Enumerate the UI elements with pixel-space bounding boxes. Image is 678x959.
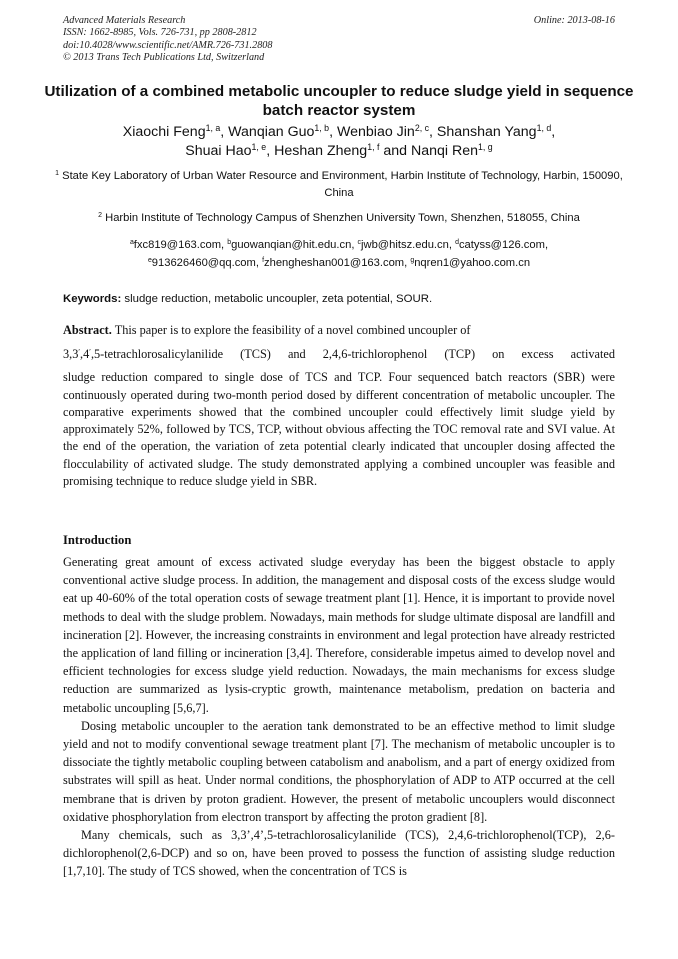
copyright-line: © 2013 Trans Tech Publications Ltd, Switzerland [63, 52, 265, 64]
email-address: catyss@126.com [458, 239, 545, 251]
email-sup: b [227, 239, 232, 247]
email-address: nqren1@yahoo.com.cn [414, 257, 531, 269]
email-address: zhengheshan001@163.com [264, 257, 405, 269]
intro-paragraph: Many chemicals, such as 3,3’,4’,5-tetrachlorosalicylanilide (TCS), 2,4,6-trichlorophenol(TCP), 2,6-dichlorophenol(2,6-DCP) and so on, have been proved to possess the function of assisting sludge reduction [1,7,10]. The study of TCS showed, when the concentration of TCS is [63, 828, 615, 879]
email-sep: , [221, 239, 228, 251]
author-name: Shanshan Yang [436, 124, 537, 140]
affiliation-1 [50, 168, 628, 202]
online-date: Online: 2013-08-16 [533, 15, 615, 26]
author-sup: 1, b [314, 123, 330, 134]
email-sep: , [448, 239, 456, 251]
prime-mark: ′ [89, 347, 91, 357]
abstract-label: Abstract. [63, 323, 112, 337]
abstract-line1: This paper is to explore the feasibility of a novel combined uncoupler of [114, 323, 471, 337]
prime-mark: ′ [78, 347, 81, 357]
journal-header [63, 15, 615, 65]
abstract-rest: sludge reduction compared to single dose of TCS and TCP. Four sequenced batch reactors (SBR) were continuously operated during two-month period dosed by different concentration of metabolic uncoupler. The comparative experiments showed that the combined uncoupler could effectively limit sludge yield by approximately 52%, followed by TCS, TCP, without obvious affecting the TOC removal rate and SVI value. At the end of the operation, the variation of zeta potential clearly indicated that uncoupler dosing affected the flocculability of activated sludge. The study demonstrated applying a combined uncoupler was feasible and promising technique to reduce sludge yield in SBR. [63, 370, 615, 489]
email-address: fxc819@163.com [133, 239, 222, 251]
chem-part: ,4 [80, 347, 90, 362]
header-left [63, 15, 615, 65]
email-list [40, 236, 638, 272]
journal-name: Advanced Materials Research [63, 15, 186, 26]
email-sup: d [455, 239, 459, 247]
email-address: 913626460@qq.com [151, 257, 256, 269]
author-sup: 1, a [205, 123, 221, 134]
author-name: Nanqi Ren [410, 143, 479, 159]
intro-paragraph: Dosing metabolic uncoupler to the aeration tank demonstrated to be an effective method to limit sludge yield and not to modify conventional sewage treatment plant [7]. The mechanism of metabolic uncoupler is to dissociate the tightly metabolic coupling between catabolism and anabolism, and a part of energy oxidized from substrates will spill as heat. Under normal conditions, the phosphorylation of ADP to ATP occurred at the cell membrane that is driven by proton gradient. However, the present of metabolic uncouplers would disconnect oxidative phosphorylation from electron transport by affecting the proton gradient [8]. [63, 718, 615, 824]
issn-line: ISSN: 1662-8985, Vols. 726-731, pp 2808-2812 [63, 27, 257, 39]
chem-part: 3,3 [63, 347, 79, 362]
author-sep: , [220, 124, 229, 140]
abstract [63, 322, 615, 490]
email-sup: g [410, 257, 415, 265]
email-sup: f [262, 257, 264, 265]
author-sep: and [379, 143, 411, 159]
author-list [40, 123, 638, 161]
author-sup: 1, g [478, 142, 493, 153]
abstract-chem-line [63, 339, 615, 369]
keywords [63, 292, 623, 306]
email-sep: , [404, 257, 411, 269]
author-name: Shuai Hao [185, 143, 252, 159]
author-sep: , [329, 124, 337, 140]
email-sep: , [544, 239, 549, 251]
chem-part: ,5-tetrachlorosalicylanilide (TCS) and 2,4,6-trichlorophenol (TCP) on excess activated [90, 347, 615, 362]
keywords-text: sludge reduction, metabolic uncoupler, zeta potential, SOUR. [121, 293, 433, 305]
author-sup: 1, f [367, 142, 380, 153]
author-sup: 2, c [414, 123, 429, 134]
author-sup: 1, e [251, 142, 267, 153]
doi-line: doi:10.4028/www.scientific.net/AMR.726-731.2808 [63, 39, 273, 51]
email-sup: c [357, 239, 362, 247]
author-sep: , [551, 124, 556, 140]
email-address: jwb@hitsz.edu.cn [361, 239, 449, 251]
author-name: Xiaochi Feng [122, 124, 206, 140]
affiliation-number: 1 [55, 170, 59, 178]
introduction-body [63, 553, 615, 881]
section-heading-introduction: Introduction [63, 533, 132, 547]
affiliation-text: State Key Laboratory of Urban Water Resource and Environment, Harbin Institute of Technology, Harbin, 150090, China [62, 170, 623, 199]
author-name: Wanqian Guo [228, 124, 315, 140]
author-sep: , [429, 124, 437, 140]
author-name: Wenbiao Jin [336, 124, 415, 140]
affiliation-2 [50, 210, 628, 227]
email-sep: , [351, 239, 358, 251]
author-sep: , [266, 143, 275, 159]
email-sup: e [147, 257, 152, 265]
author-sup: 1, d [536, 123, 552, 134]
affiliation-text: Harbin Institute of Technology Campus of Shenzhen University Town, Shenzhen, 518055, China [105, 212, 580, 224]
keywords-label: Keywords: [63, 293, 122, 305]
author-name: Heshan Zheng [274, 143, 368, 159]
paper-title: Utilization of a combined metabolic uncoupler to reduce sludge yield in sequence batch reactor system [44, 83, 634, 119]
email-sep: , [255, 257, 263, 269]
email-address: guowanqian@hit.edu.cn [231, 239, 352, 251]
affiliation-number: 2 [98, 212, 102, 220]
email-sup: a [129, 239, 134, 247]
intro-paragraph: Generating great amount of excess activated sludge everyday has been the biggest obstacle to apply conventional active sludge process. In addition, the management and disposal costs of the excess sludge would eat up 40-60% of the total operation costs of sewage treatment plant [1]. Hence, it is important to provide novel methods to deal with the sludge problem. Nowadays, main methods for sludge ultimate disposal are landfill and incineration [2]. However, the increasing constraints in environment and legal protection have already restricted the application of land filling or incineration [3,4]. Therefore, considerable impetus aimed to develop novel and efficient technologies for excess sludge yield reduction. Nowadays, the main mechanisms for excess sludge reduction are summarized as lysis-cryptic growth, maintenance metabolism, predation on bacteria and metabolic uncoupling [5,6,7]. [63, 555, 615, 715]
